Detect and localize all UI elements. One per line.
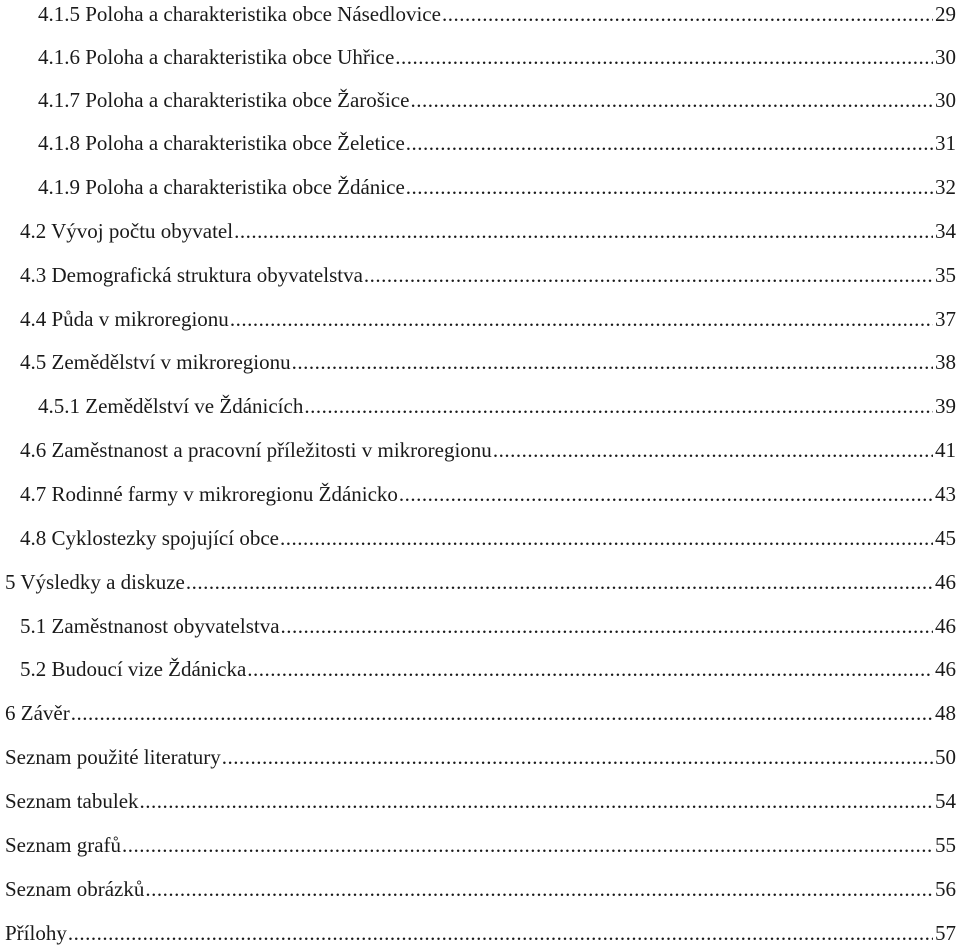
dot-leader: [140, 789, 933, 813]
toc-entry-page: 46: [935, 657, 956, 681]
dot-leader: [395, 45, 933, 69]
toc-entry[interactable]: [20, 219, 960, 243]
dot-leader: [122, 833, 933, 857]
toc-entry-title: 4.5.1 Zemědělství ve Ždánicích: [38, 394, 304, 418]
toc-entry-page: 55: [935, 833, 956, 857]
toc-entry[interactable]: [5, 921, 960, 945]
toc-entry-title: 4.2 Vývoj počtu obyvatel: [20, 219, 234, 243]
toc-entry-title: 5.2 Budoucí vize Ždánicka: [20, 657, 247, 681]
toc-entry-page: 30: [935, 45, 956, 69]
toc-entry[interactable]: [5, 701, 960, 725]
dot-leader: [234, 219, 933, 243]
toc-entry-title: 6 Závěr: [5, 701, 70, 725]
toc-entry[interactable]: [20, 614, 960, 638]
dot-leader: [364, 263, 933, 287]
toc-entry[interactable]: [38, 88, 960, 112]
toc-entry-page: 46: [935, 614, 956, 638]
toc-entry-page: 54: [935, 789, 956, 813]
toc-entry-title: 4.7 Rodinné farmy v mikroregionu Ždánicko: [20, 482, 398, 506]
toc-entry-title: 5 Výsledky a diskuze: [5, 570, 185, 594]
dot-leader: [410, 88, 933, 112]
toc-entry-title: Seznam obrázků: [5, 877, 145, 901]
toc-entry-page: 56: [935, 877, 956, 901]
toc-entry-title: 4.1.7 Poloha a charakteristika obce Žarošice: [38, 88, 410, 112]
toc-entry[interactable]: [20, 307, 960, 331]
toc-entry-title: 4.1.8 Poloha a charakteristika obce Želetice: [38, 131, 405, 155]
toc-entry-page: 46: [935, 570, 956, 594]
toc-entry-page: 39: [935, 394, 956, 418]
toc-entry[interactable]: [38, 2, 960, 26]
toc-entry-page: 43: [935, 482, 956, 506]
toc-entry-title: Seznam použité literatury: [5, 745, 221, 769]
dot-leader: [281, 614, 933, 638]
toc-entry-page: 37: [935, 307, 956, 331]
dot-leader: [222, 745, 933, 769]
toc-entry-page: 38: [935, 350, 956, 374]
toc-entry[interactable]: [20, 438, 960, 462]
toc-entry-title: 4.6 Zaměstnanost a pracovní příležitosti v mikroregionu: [20, 438, 492, 462]
toc-entry-title: 4.1.6 Poloha a charakteristika obce Uhřice: [38, 45, 395, 69]
toc-entry-page: 45: [935, 526, 956, 550]
toc-entry[interactable]: [5, 833, 960, 857]
toc-entry-page: 50: [935, 745, 956, 769]
toc-entry-title: Přílohy: [5, 921, 67, 945]
toc-entry-title: Seznam tabulek: [5, 789, 139, 813]
toc-entry-title: 4.8 Cyklostezky spojující obce: [20, 526, 279, 550]
dot-leader: [442, 2, 933, 26]
toc-entry[interactable]: [20, 263, 960, 287]
toc-entry-page: 35: [935, 263, 956, 287]
dot-leader: [280, 526, 933, 550]
dot-leader: [247, 657, 933, 681]
toc-entry-page: 32: [935, 175, 956, 199]
dot-leader: [493, 438, 933, 462]
toc-entry[interactable]: [38, 131, 960, 155]
toc-entry[interactable]: [5, 570, 960, 594]
dot-leader: [292, 350, 933, 374]
dot-leader: [399, 482, 933, 506]
toc-entry[interactable]: [20, 482, 960, 506]
toc-entry-page: 48: [935, 701, 956, 725]
toc-entry-title: 4.1.5 Poloha a charakteristika obce Násedlovice: [38, 2, 441, 26]
dot-leader: [145, 877, 933, 901]
toc-entry[interactable]: [5, 877, 960, 901]
toc-entry[interactable]: [20, 526, 960, 550]
toc-entry[interactable]: [38, 175, 960, 199]
toc-entry-title: Seznam grafů: [5, 833, 122, 857]
toc-entry[interactable]: [20, 350, 960, 374]
toc-entry-title: 4.1.9 Poloha a charakteristika obce Ždánice: [38, 175, 405, 199]
dot-leader: [68, 921, 933, 945]
toc-entry-page: 31: [935, 131, 956, 155]
toc-entry-page: 41: [935, 438, 956, 462]
toc-entry-page: 34: [935, 219, 956, 243]
toc-entry[interactable]: [38, 45, 960, 69]
toc-entry-title: 5.1 Zaměstnanost obyvatelstva: [20, 614, 280, 638]
toc-entry-page: 30: [935, 88, 956, 112]
toc-entry[interactable]: [20, 657, 960, 681]
dot-leader: [406, 175, 933, 199]
dot-leader: [71, 701, 933, 725]
toc-entry-page: 29: [935, 2, 956, 26]
dot-leader: [304, 394, 933, 418]
dot-leader: [406, 131, 933, 155]
toc-entry[interactable]: [5, 745, 960, 769]
toc-entry-page: 57: [935, 921, 956, 945]
dot-leader: [230, 307, 933, 331]
toc-entry-title: 4.3 Demografická struktura obyvatelstva: [20, 263, 363, 287]
toc-entry[interactable]: [5, 789, 960, 813]
toc-entry-title: 4.5 Zemědělství v mikroregionu: [20, 350, 291, 374]
toc-entry-title: 4.4 Půda v mikroregionu: [20, 307, 229, 331]
toc-entry[interactable]: [38, 394, 960, 418]
dot-leader: [186, 570, 933, 594]
